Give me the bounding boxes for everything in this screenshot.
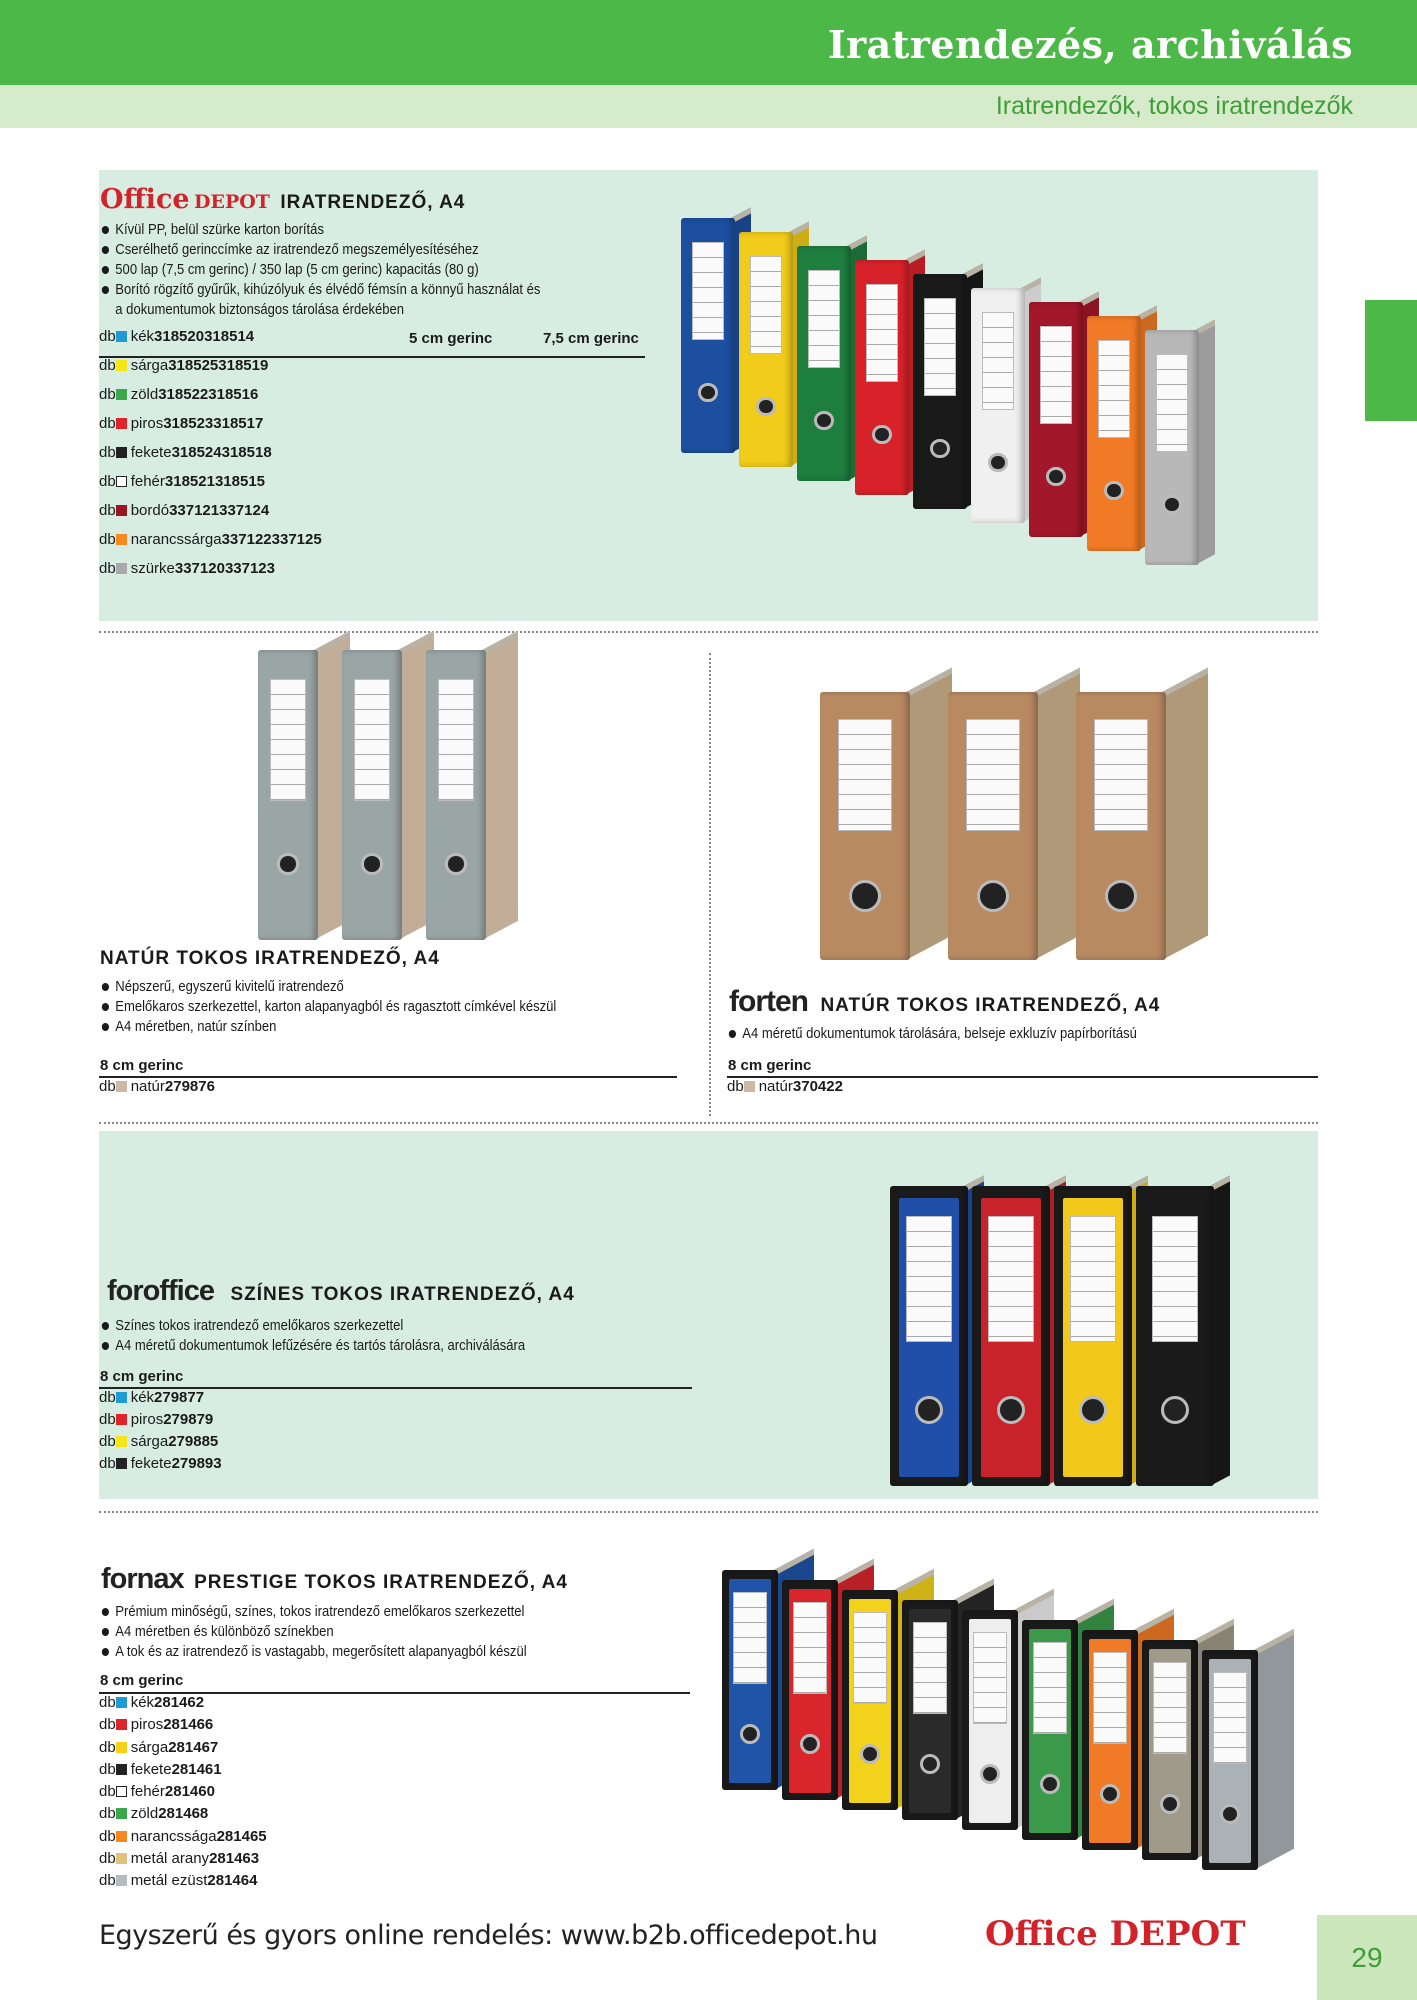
table-row <box>99 473 645 502</box>
product-code: 318515 <box>214 473 266 490</box>
unit-cell: db <box>99 415 116 432</box>
binder <box>820 692 956 960</box>
spine-label <box>906 1216 953 1342</box>
color-swatch <box>116 418 127 429</box>
s3-heading <box>107 1275 575 1308</box>
product-code: 337124 <box>219 502 270 519</box>
s4-bullets <box>100 1602 640 1662</box>
unit-cell: db <box>99 1827 116 1845</box>
product-code: 279879 <box>163 1411 214 1428</box>
product-code: 281461 <box>171 1760 222 1778</box>
product-code: 318514 <box>204 328 255 345</box>
spine-width-label: 8 cm gerinc <box>100 1368 184 1385</box>
unit-cell: db <box>99 386 116 403</box>
spine-label <box>692 242 724 341</box>
bullet-item: Borító rögzítő gyűrűk, kihúzólyuk és élvédő fémsín a könnyű használat és <box>100 280 640 300</box>
color-cell <box>116 560 175 577</box>
color-cell <box>116 357 169 374</box>
divider <box>99 1511 1318 1513</box>
bullet-item: 500 lap (7,5 cm gerinc) / 350 lap (5 cm gerinc) kapacitás (80 g) <box>100 260 640 280</box>
unit-cell: db <box>99 1850 116 1868</box>
table-row <box>99 1761 690 1783</box>
unit-cell: db <box>99 1078 116 1095</box>
section-tab <box>1365 300 1417 421</box>
product-code: 318517 <box>213 415 264 432</box>
finger-hole <box>1046 467 1065 486</box>
unit-cell: db <box>99 1694 116 1711</box>
color-name: szürke <box>130 560 175 577</box>
finger-hole <box>988 453 1007 472</box>
table-row <box>99 1872 690 1894</box>
color-swatch <box>116 1875 127 1886</box>
color-name: fekete <box>130 1760 172 1778</box>
s2r-heading <box>729 985 1160 1019</box>
table-row <box>99 1078 677 1106</box>
binder <box>1202 1650 1298 1870</box>
product-code: 281467 <box>168 1738 219 1756</box>
finger-hole <box>698 383 717 402</box>
product-code: 281460 <box>164 1783 215 1801</box>
unit-cell: db <box>99 1872 116 1890</box>
table-row <box>99 502 645 531</box>
color-swatch <box>116 1764 127 1775</box>
color-name: metál ezüst <box>130 1872 208 1890</box>
bullet-item: Cserélhető gerinccímke az iratrendező megszemélyesítéséhez <box>100 240 640 260</box>
table-row <box>727 1078 1318 1106</box>
col-header-5cm: 5 cm gerinc <box>409 330 493 347</box>
finger-hole <box>277 853 299 875</box>
table-row <box>99 1850 690 1872</box>
color-name: piros <box>130 1716 164 1734</box>
binder-side <box>906 668 952 960</box>
fornax-logo: fornax <box>101 1563 184 1595</box>
product-title: SZÍNES TOKOS IRATRENDEZŐ, A4 <box>230 1284 575 1305</box>
color-cell <box>116 1850 209 1867</box>
bullet-item: A4 méretben és különböző színekben <box>100 1622 640 1642</box>
spine-label <box>438 679 474 801</box>
s4-table <box>99 1692 690 1894</box>
color-name: kék <box>130 1389 155 1406</box>
product-code: 318519 <box>218 357 269 374</box>
spine-label <box>733 1592 767 1684</box>
page-title: Iratrendezés, archiválás <box>827 22 1353 67</box>
unit-cell: db <box>99 1760 116 1778</box>
product-code: 281463 <box>209 1850 260 1868</box>
binder-side <box>1034 668 1080 960</box>
product-code: 318518 <box>221 444 272 461</box>
product-title: NATÚR TOKOS IRATRENDEZŐ, A4 <box>820 995 1161 1016</box>
s1-table <box>99 328 645 613</box>
table-row <box>99 1783 690 1805</box>
spine-label <box>750 256 782 355</box>
bullet-item: Színes tokos iratrendező emelőkaros szerkezettel <box>100 1316 640 1336</box>
bullet-item: A4 méretben, natúr színben <box>100 1017 640 1037</box>
color-cell <box>116 328 154 345</box>
unit-cell: db <box>99 1783 116 1801</box>
bullet-item: Emelőkaros szerkezettel, karton alapanyagból és ragasztott címkével készül <box>100 997 640 1017</box>
color-name: narancssága <box>130 1827 217 1845</box>
unit-cell: db <box>99 444 116 461</box>
table-row <box>99 357 645 386</box>
unit-cell: db <box>99 1455 116 1472</box>
foroffice-logo: foroffice <box>107 1275 214 1307</box>
finger-hole <box>872 425 891 444</box>
color-name: sárga <box>130 1433 169 1450</box>
color-name: kék <box>130 328 155 345</box>
table-row <box>99 386 645 415</box>
color-swatch <box>116 447 127 458</box>
color-cell <box>116 1389 154 1406</box>
color-cell <box>116 1716 164 1733</box>
table-row <box>99 1828 690 1850</box>
binder <box>342 650 438 940</box>
color-name: natúr <box>130 1078 165 1095</box>
bullet-item: A4 méretű dokumentumok tárolására, belseje exkluzív papírborítású <box>727 1024 1267 1044</box>
unit-cell: db <box>99 1389 116 1406</box>
finger-hole <box>1161 1396 1189 1424</box>
color-cell <box>116 1805 159 1822</box>
color-swatch <box>116 389 127 400</box>
s2l-bullets <box>100 977 640 1037</box>
finger-hole <box>977 880 1009 912</box>
color-name: piros <box>130 1411 164 1428</box>
finger-hole <box>930 439 949 458</box>
color-name: kék <box>130 1694 155 1711</box>
office-depot-logo: Office <box>100 184 190 215</box>
spine-label <box>793 1602 827 1694</box>
forten-binders-image <box>820 650 1260 970</box>
product-code: 370422 <box>792 1078 843 1095</box>
spine-label <box>838 719 892 832</box>
s2r-table <box>727 1076 1318 1106</box>
bullet-item: A4 méretű dokumentumok lefűzésére és tartós tárolásra, archiválására <box>100 1336 640 1356</box>
spine-label <box>966 719 1020 832</box>
spine-label <box>853 1612 887 1704</box>
color-swatch <box>116 1436 127 1447</box>
binder-side <box>482 631 518 940</box>
spine-label <box>270 679 306 801</box>
forten-logo: forten <box>729 985 808 1018</box>
spine-label <box>982 312 1014 411</box>
color-swatch <box>116 1414 127 1425</box>
table-row <box>99 1411 692 1433</box>
finger-hole <box>997 1396 1025 1424</box>
color-swatch <box>116 1081 127 1092</box>
spine-label <box>1093 1652 1127 1744</box>
spine-label <box>866 284 898 383</box>
divider <box>99 631 1318 633</box>
unit-cell: db <box>99 328 116 345</box>
color-cell <box>116 1872 208 1889</box>
s2l-table <box>99 1076 677 1106</box>
color-cell <box>744 1078 793 1095</box>
color-cell <box>116 1694 154 1711</box>
color-swatch <box>116 1392 127 1403</box>
foroffice-binders-image <box>840 1156 1210 1490</box>
finger-hole <box>1162 495 1181 514</box>
product-code: 318524 <box>171 444 222 461</box>
binder <box>948 692 1084 960</box>
unit-cell: db <box>99 531 116 548</box>
s1-heading <box>100 184 465 215</box>
s1-bullets <box>100 220 640 320</box>
color-name: sárga <box>130 357 169 374</box>
unit-cell: db <box>99 560 116 577</box>
color-cell <box>116 1433 169 1450</box>
table-row <box>99 1694 690 1716</box>
binder <box>1145 330 1219 565</box>
product-code: 318520 <box>154 328 205 345</box>
color-swatch <box>116 1742 127 1753</box>
table-row <box>99 444 645 473</box>
product-title: IRATRENDEZŐ, A4 <box>280 192 466 213</box>
finger-hole <box>1079 1396 1107 1424</box>
spine-label <box>354 679 390 801</box>
unit-cell: db <box>99 1805 116 1823</box>
footer-order-text: Egyszerű és gyors online rendelés: www.b2b.officedepot.hu <box>99 1920 878 1951</box>
spine-width-label: 8 cm gerinc <box>100 1057 184 1074</box>
table-row <box>99 531 645 560</box>
color-swatch <box>116 360 127 371</box>
color-name: fekete <box>130 1455 172 1472</box>
table-row <box>99 415 645 444</box>
color-cell <box>116 1455 172 1472</box>
bullet-item: A tok és az iratrendező is vastagabb, megerősített alapanyagból készül <box>100 1642 640 1662</box>
color-name: sárga <box>130 1738 169 1756</box>
bullet-item: Népszerű, egyszerű kivitelű iratrendező <box>100 977 640 997</box>
product-code: 318516 <box>208 386 259 403</box>
spine-width-label: 8 cm gerinc <box>100 1672 184 1689</box>
bullet-item: a dokumentumok biztonságos tárolása érdekében <box>115 302 405 318</box>
color-swatch <box>116 1853 127 1864</box>
unit-cell: db <box>99 1411 116 1428</box>
product-code: 337122 <box>221 531 272 548</box>
finger-hole <box>849 880 881 912</box>
unit-cell: db <box>99 502 116 519</box>
color-cell <box>116 1761 172 1778</box>
s3-bullets <box>100 1316 640 1356</box>
color-name: zöld <box>130 386 159 403</box>
unit-cell: db <box>99 1716 116 1734</box>
table-row <box>99 560 645 589</box>
color-cell <box>116 1411 164 1428</box>
spine-label <box>913 1622 947 1714</box>
finger-hole <box>814 411 833 430</box>
color-swatch <box>116 505 127 516</box>
table-row <box>99 1389 692 1411</box>
spine-label <box>1070 1216 1117 1342</box>
office-depot-logo-depot: DEPOT <box>194 191 270 213</box>
spine-label <box>1156 354 1188 453</box>
table-row <box>99 1433 692 1455</box>
color-swatch <box>116 331 127 342</box>
product-code: 337120 <box>174 560 225 577</box>
color-name: narancssárga <box>130 531 222 548</box>
color-swatch <box>116 1697 127 1708</box>
finger-hole <box>361 853 383 875</box>
product-code: 279893 <box>171 1455 222 1472</box>
color-name: fehér <box>130 1783 165 1801</box>
binder-side <box>1162 668 1208 960</box>
color-cell <box>116 1783 165 1800</box>
unit-cell: db <box>99 357 116 374</box>
color-cell <box>116 531 222 548</box>
spine-label <box>808 270 840 369</box>
color-swatch <box>116 534 127 545</box>
spine-label <box>924 298 956 397</box>
product-code: 318522 <box>158 386 209 403</box>
table-row <box>99 1455 692 1477</box>
color-name: zöld <box>130 1805 159 1823</box>
product-code: 281468 <box>158 1805 209 1823</box>
color-swatch <box>116 1719 127 1730</box>
col-header-75cm: 7,5 cm gerinc <box>543 330 639 347</box>
product-code: 337121 <box>169 502 220 519</box>
binder <box>1136 1186 1234 1486</box>
natur-binders-image <box>250 650 590 940</box>
fornax-binders-image <box>722 1570 1322 1890</box>
page-subtitle: Iratrendezők, tokos iratrendezők <box>995 92 1353 120</box>
binders-image <box>676 178 1316 598</box>
unit-cell: db <box>727 1078 744 1095</box>
binder <box>426 650 522 940</box>
color-swatch <box>116 1808 127 1819</box>
color-swatch <box>116 1786 127 1797</box>
color-swatch <box>116 476 127 487</box>
column-divider <box>709 653 711 1116</box>
color-name: bordó <box>130 502 170 519</box>
color-cell <box>116 444 172 461</box>
unit-cell: db <box>99 473 116 490</box>
unit-cell: db <box>99 1433 116 1450</box>
binder <box>1076 692 1212 960</box>
binder-side <box>1254 1629 1294 1870</box>
spine-label <box>1098 340 1130 439</box>
product-code: 337125 <box>271 531 322 548</box>
product-code: 318523 <box>163 415 214 432</box>
spine-label <box>1152 1216 1199 1342</box>
bullet-item: Prémium minőségű, színes, tokos iratrendező emelőkaros szerkezettel <box>100 1602 640 1622</box>
product-code: 281465 <box>216 1827 267 1845</box>
product-code: 337123 <box>224 560 275 577</box>
product-code: 318521 <box>164 473 215 490</box>
product-code: 279877 <box>154 1389 205 1406</box>
spine-label <box>1040 326 1072 425</box>
color-name: natúr <box>758 1078 793 1095</box>
s3-table <box>99 1387 692 1477</box>
color-name: fekete <box>130 444 172 461</box>
color-cell <box>116 415 164 432</box>
office-depot-footer-logo: Office DEPOT <box>985 1914 1246 1954</box>
color-swatch <box>744 1081 755 1092</box>
bullet-item: Kívül PP, belül szürke karton borítás <box>100 220 640 240</box>
product-code: 281462 <box>154 1694 205 1711</box>
color-name: piros <box>130 415 164 432</box>
finger-hole <box>756 397 775 416</box>
unit-cell: db <box>99 1738 116 1756</box>
table-row <box>99 1716 690 1738</box>
spine-label <box>1153 1662 1187 1754</box>
product-code: 279885 <box>168 1433 219 1450</box>
spine-label <box>1213 1672 1247 1764</box>
product-title: NATÚR TOKOS IRATRENDEZŐ, A4 <box>100 948 440 969</box>
finger-hole <box>915 1396 943 1424</box>
product-title: PRESTIGE TOKOS IRATRENDEZŐ, A4 <box>194 1572 568 1593</box>
color-cell <box>116 1078 165 1095</box>
color-cell <box>116 502 169 519</box>
s4-heading <box>101 1563 568 1596</box>
color-swatch <box>116 1458 127 1469</box>
header-rule <box>99 356 645 358</box>
binder <box>258 650 354 940</box>
page-number: 29 <box>1317 1915 1417 2000</box>
color-name: fehér <box>130 473 165 490</box>
color-cell <box>116 1739 169 1756</box>
spine-label <box>988 1216 1035 1342</box>
color-cell <box>116 386 159 403</box>
finger-hole <box>445 853 467 875</box>
spine-label <box>1094 719 1148 832</box>
color-swatch <box>116 1831 127 1842</box>
spine-width-label: 8 cm gerinc <box>728 1057 812 1074</box>
finger-hole <box>1105 880 1137 912</box>
product-code: 279876 <box>164 1078 215 1095</box>
table-row <box>99 1805 690 1827</box>
spine-label <box>973 1632 1007 1724</box>
color-name: metál arany <box>130 1850 210 1868</box>
product-code: 281466 <box>163 1716 214 1734</box>
color-swatch <box>116 563 127 574</box>
product-code: 318525 <box>168 357 219 374</box>
color-cell <box>116 1828 217 1845</box>
finger-hole <box>1104 481 1123 500</box>
table-row <box>99 1739 690 1761</box>
spine-label <box>1033 1642 1067 1734</box>
product-code: 281464 <box>207 1872 258 1890</box>
divider <box>99 1122 1318 1124</box>
s2r-bullets <box>727 1024 1267 1044</box>
color-cell <box>116 473 165 490</box>
